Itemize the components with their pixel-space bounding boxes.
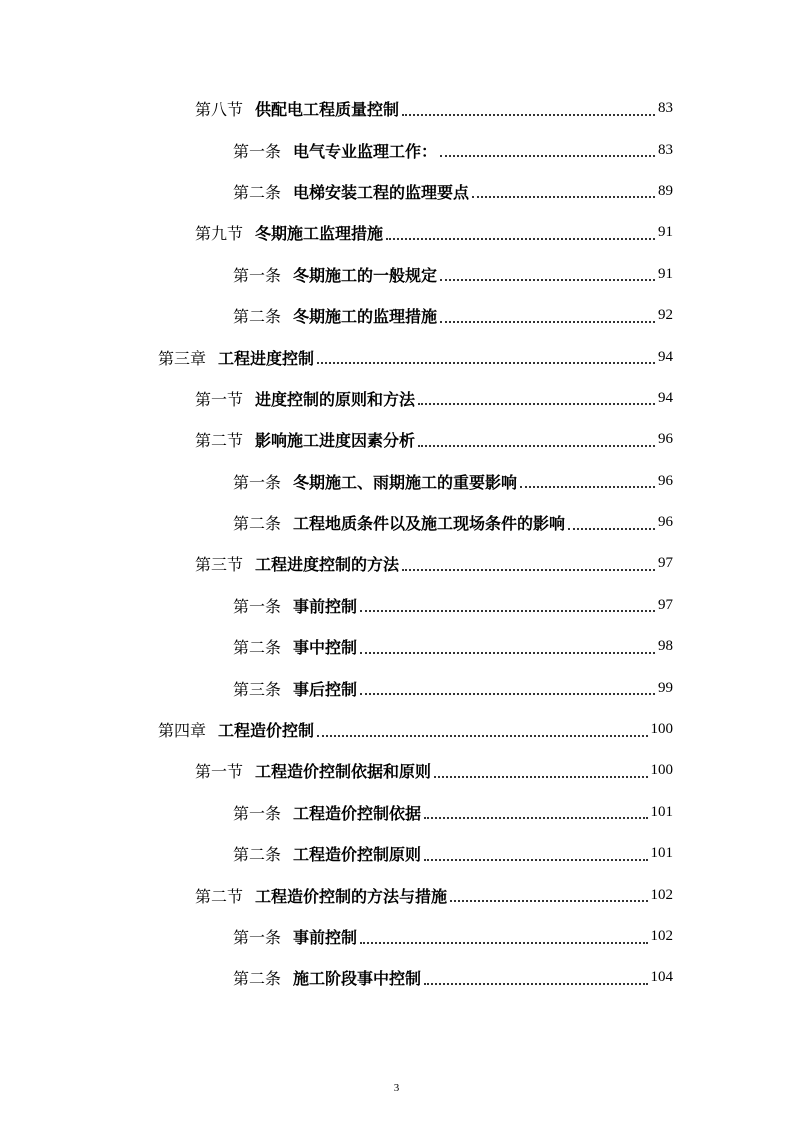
toc-entry[interactable]: [0, 626, 793, 667]
toc-entry-page-number: 102: [650, 886, 673, 903]
toc-entry-ordinal: 第九节: [195, 224, 244, 244]
toc-entry[interactable]: [0, 792, 793, 833]
toc-dot-leader: [440, 155, 655, 157]
toc-entry[interactable]: [0, 750, 793, 791]
toc-dot-leader: [360, 610, 655, 612]
toc-entry-title: 工程地质条件以及施工现场条件的影响: [293, 514, 566, 534]
toc-entry-ordinal: 第一条: [233, 928, 282, 947]
toc-entry-title: 供配电工程质量控制: [255, 100, 400, 120]
toc-dot-leader: [360, 652, 655, 654]
toc-entry-title: 冬期施工的监理措施: [293, 307, 438, 327]
toc-entry-page-number: 96: [658, 431, 673, 448]
toc-dot-leader: [360, 693, 655, 695]
toc-entry-page-number: 83: [658, 100, 673, 117]
toc-dot-leader: [402, 569, 655, 571]
toc-entry-ordinal: 第一条: [233, 596, 282, 616]
toc-entry[interactable]: [0, 88, 793, 129]
toc-entry-ordinal: 第三节: [195, 555, 244, 575]
toc-entry-ordinal: 第四章: [158, 721, 207, 741]
toc-entry-ordinal: 第一条: [233, 265, 282, 285]
toc-entry-ordinal: 第一条: [233, 472, 282, 492]
toc-dot-leader: [402, 114, 655, 116]
toc-entry-title: 工程进度控制: [218, 348, 315, 368]
toc-entry-title: 事后控制: [293, 679, 358, 699]
toc-entry-page-number: 91: [658, 265, 673, 282]
toc-entry-ordinal: 第一条: [233, 803, 282, 823]
toc-dot-leader: [440, 279, 655, 281]
toc-entry-page-number: 92: [658, 307, 673, 324]
toc-dot-leader: [520, 486, 655, 488]
toc-entry-ordinal: 第二条: [233, 182, 282, 202]
toc-entry-page-number: 98: [658, 638, 673, 655]
toc-entry-title: 工程造价控制依据和原则: [255, 762, 432, 782]
toc-entry-page-number: 97: [658, 596, 673, 613]
toc-entry[interactable]: [0, 709, 793, 750]
toc-entry-title: 事中控制: [293, 638, 358, 658]
toc-entry[interactable]: [0, 957, 793, 998]
toc-entry-ordinal: 第二条: [233, 307, 282, 327]
toc-entry[interactable]: [0, 254, 793, 295]
toc-entry-page-number: 104: [650, 969, 673, 986]
toc-entry[interactable]: [0, 585, 793, 626]
toc-entry[interactable]: [0, 461, 793, 502]
toc-entry-page-number: 100: [650, 762, 673, 779]
toc-entry-page-number: 102: [650, 928, 673, 944]
page-number: 3: [393, 1082, 400, 1094]
toc-entry-title: 施工阶段事中控制: [293, 969, 422, 989]
toc-entry-title: 工程造价控制: [218, 721, 315, 741]
toc-dot-leader: [450, 900, 647, 902]
toc-dot-leader: [440, 321, 655, 323]
toc-entry[interactable]: [0, 171, 793, 212]
toc-dot-leader: [386, 238, 655, 240]
toc-entry-title: 工程造价控制原则: [293, 845, 422, 865]
toc-entry-title: 工程造价控制依据: [293, 803, 422, 823]
toc-entry-page-number: 101: [650, 845, 673, 862]
toc-entry-title: 冬期施工、雨期施工的重要影响: [293, 472, 518, 492]
toc-entry-title: 电气专业监理工作：: [293, 141, 438, 161]
toc-entry-ordinal: 第二节: [195, 431, 244, 451]
table-of-contents: [0, 88, 793, 999]
toc-entry-title: 影响施工进度因素分析: [255, 431, 416, 451]
toc-entry-page-number: 94: [658, 348, 673, 365]
toc-entry-page-number: 83: [658, 141, 673, 158]
toc-entry-page-number: 101: [650, 803, 673, 820]
toc-entry[interactable]: [0, 502, 793, 543]
toc-entry-ordinal: 第二节: [195, 886, 244, 906]
toc-entry-page-number: 91: [658, 224, 673, 241]
toc-entry-ordinal: 第二条: [233, 969, 282, 989]
toc-entry[interactable]: [0, 336, 793, 377]
toc-entry-title: 工程进度控制的方法: [255, 555, 400, 575]
toc-entry-title: 事前控制: [293, 928, 358, 947]
toc-entry-title: 冬期施工监理措施: [255, 224, 384, 244]
toc-entry-ordinal: 第三条: [233, 679, 282, 699]
toc-dot-leader: [418, 403, 655, 405]
toc-entry[interactable]: [0, 916, 793, 957]
toc-entry-ordinal: 第一条: [233, 141, 282, 161]
toc-entry-title: 事前控制: [293, 596, 358, 616]
toc-dot-leader: [360, 942, 647, 944]
toc-entry-title: 冬期施工的一般规定: [293, 265, 438, 285]
toc-entry-ordinal: 第一节: [195, 762, 244, 782]
toc-entry[interactable]: [0, 129, 793, 170]
toc-entry[interactable]: [0, 543, 793, 584]
toc-entry-title: 进度控制的原则和方法: [255, 389, 416, 409]
toc-entry[interactable]: [0, 667, 793, 708]
toc-dot-leader: [472, 196, 655, 198]
toc-dot-leader: [317, 362, 655, 364]
toc-entry-page-number: 96: [658, 514, 673, 531]
toc-dot-leader: [424, 859, 647, 861]
toc-entry-ordinal: 第二条: [233, 638, 282, 658]
toc-entry-page-number: 96: [658, 472, 673, 489]
toc-entry-page-number: 97: [658, 555, 673, 572]
toc-dot-leader: [568, 528, 655, 530]
toc-entry[interactable]: [0, 378, 793, 419]
toc-entry-ordinal: 第八节: [195, 100, 244, 120]
toc-entry-ordinal: 第二条: [233, 514, 282, 534]
toc-dot-leader: [317, 735, 647, 737]
toc-dot-leader: [418, 445, 655, 447]
toc-entry-ordinal: 第二条: [233, 845, 282, 865]
toc-entry-ordinal: 第三章: [158, 348, 207, 368]
toc-entry[interactable]: [0, 419, 793, 460]
toc-entry-ordinal: 第一节: [195, 389, 244, 409]
toc-entry[interactable]: [0, 833, 793, 874]
toc-entry-page-number: 100: [650, 721, 673, 738]
toc-entry-page-number: 99: [658, 679, 673, 696]
toc-dot-leader: [434, 776, 647, 778]
toc-entry[interactable]: [0, 295, 793, 336]
toc-entry-page-number: 89: [658, 182, 673, 199]
toc-entry-title: 工程造价控制的方法与措施: [255, 886, 448, 906]
toc-entry-title: 电梯安装工程的监理要点: [293, 182, 470, 202]
toc-entry-page-number: 94: [658, 389, 673, 406]
toc-entry[interactable]: [0, 212, 793, 253]
toc-dot-leader: [424, 983, 647, 985]
toc-entry[interactable]: [0, 874, 793, 915]
toc-dot-leader: [424, 817, 647, 819]
